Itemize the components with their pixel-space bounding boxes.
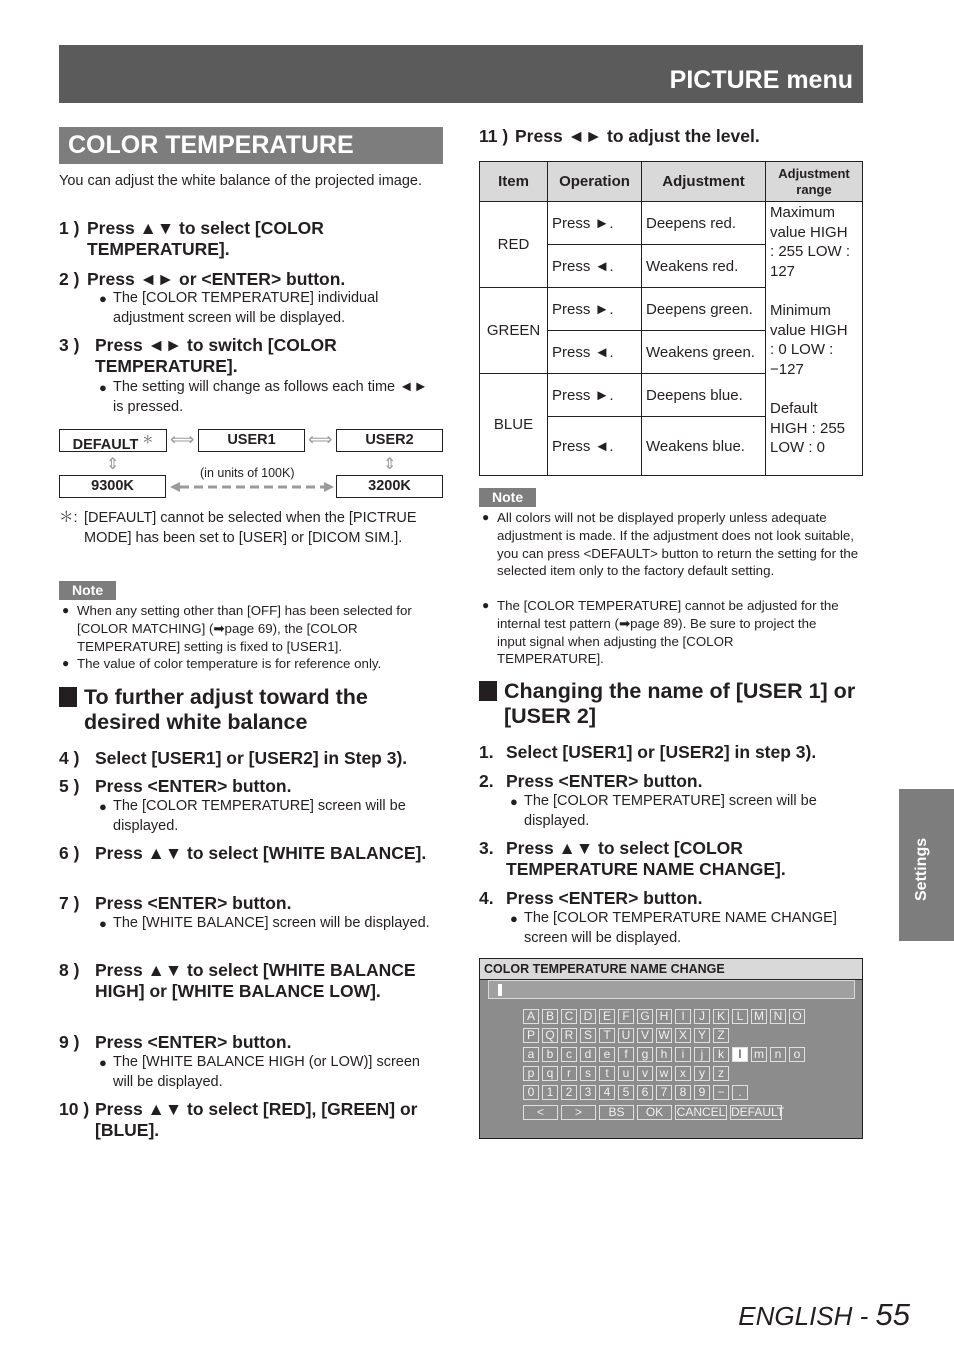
table-header-row: Item Operation Adjustment Adjustment range [480,162,863,202]
key-q[interactable]: q [542,1066,558,1081]
key-F[interactable]: F [618,1009,634,1024]
keyboard-row [523,1047,805,1063]
bullet-icon: ● [482,598,490,612]
key-W[interactable]: W [656,1028,672,1043]
step-8: 8 ) Press ▲▼ to select [WHITE BALANCE HIGH] or [WHITE BALANCE LOW]. [59,960,416,1001]
key-d[interactable]: d [580,1047,596,1062]
key-i[interactable]: i [675,1047,691,1062]
key-I[interactable]: I [675,1009,691,1024]
bullet-icon: ● [510,911,518,926]
keyboard-row [523,1066,729,1082]
step-2-bullet: ● The [COLOR TEMPERATURE] individual adjustment screen will be displayed. [99,290,379,326]
default-button[interactable]: DEFAULT [731,1105,785,1119]
cancel-button[interactable]: CANCEL [676,1105,726,1119]
bullet-icon: ● [62,656,70,670]
key-3[interactable]: 3 [580,1085,596,1100]
rename-step-4: 4. Press <ENTER> button. [479,888,703,908]
note-bullet: ● The [COLOR TEMPERATURE] cannot be adjusted for the internal test pattern (➡page 89). Be sure to project the input signal when adjusting the [COLOR TEMPERATURE]. [482,598,839,667]
key-O[interactable]: O [789,1009,805,1024]
note-bullet: ● When any setting other than [OFF] has been selected for [COLOR MATCHING] (➡page 69), the [COLOR TEMPERATURE] setting is fixed to [USER1]. [62,603,412,654]
intro-text: You can adjust the white balance of the projected image. [59,173,423,189]
keyboard-row [523,1085,748,1101]
header-banner [59,45,863,103]
step-3: 3 ) Press ◄► to switch [COLOR TEMPERATURE]. [59,335,337,376]
key-z[interactable]: z [713,1066,729,1081]
key-6[interactable]: 6 [637,1085,653,1100]
table-row: Press ◄. Weakens red. [480,245,863,288]
key-o[interactable]: o [789,1047,805,1062]
key-2[interactable]: 2 [561,1085,577,1100]
key-−[interactable]: − [713,1085,729,1100]
step-4: 4 ) Select [USER1] or [USER2] in Step 3). [59,748,408,768]
square-marker-icon [479,681,497,701]
key-j[interactable]: j [694,1047,710,1062]
key-b[interactable]: b [542,1047,558,1062]
ok-button[interactable]: OK [637,1105,672,1120]
keyboard-row [523,1028,729,1044]
key-.[interactable]: . [732,1085,748,1100]
key-m[interactable]: m [751,1047,767,1062]
range-cell: Maximum value HIGH : 255 LOW : 127 Minimum value HIGH : 0 LOW : −127 Default HIGH : 255 LOW : 0 [766,202,863,476]
rename-step-2-bullet: ● The [COLOR TEMPERATURE] screen will be displayed. [510,793,817,829]
step-6: 6 ) Press ▲▼ to select [WHITE BALANCE]. [59,843,427,863]
key-X[interactable]: X [675,1028,691,1043]
key-D[interactable]: D [580,1009,596,1024]
bullet-icon: ● [99,1055,107,1070]
step-9-bullet: ● The [WHITE BALANCE HIGH (or LOW)] screen will be displayed. [99,1054,420,1090]
key-K[interactable]: K [713,1009,729,1024]
key-1[interactable]: 1 [542,1085,558,1100]
key-J[interactable]: J [694,1009,710,1024]
key-G[interactable]: G [637,1009,653,1024]
key-T[interactable]: T [599,1028,615,1043]
keyboard-row [523,1009,805,1025]
dashed-arrow-icon [170,480,334,494]
key-c[interactable]: c [561,1047,577,1062]
step-2: 2 ) Press ◄► or <ENTER> button. [59,269,346,289]
step-5-bullet: ● The [COLOR TEMPERATURE] screen will be displayed. [99,798,406,834]
key-L[interactable]: L [732,1009,748,1024]
key-Q[interactable]: Q [542,1028,558,1043]
key-g[interactable]: g [637,1047,653,1062]
vertical-arrow-icon: ⇕ [383,456,397,473]
default-box: DEFAULT ＊ [59,429,167,452]
double-arrow-icon: ⟺ [308,430,333,449]
key-Y[interactable]: Y [694,1028,710,1043]
key-e[interactable]: e [599,1047,615,1062]
note-label: Note [479,488,536,507]
step-3-bullet: ● The setting will change as follows each time ◄► is pressed. [99,379,428,415]
double-arrow-icon: ⟺ [170,430,195,449]
screen-title: COLOR TEMPERATURE NAME CHANGE [480,959,862,980]
key-p[interactable]: p [523,1066,539,1081]
key-k[interactable]: k [713,1047,729,1062]
keyboard-button-row [523,1105,785,1121]
backspace-button[interactable]: BS [599,1105,634,1120]
key-Z[interactable]: Z [713,1028,729,1043]
key-0[interactable]: 0 [523,1085,539,1100]
bullet-icon: ● [510,794,518,809]
bullet-icon: ● [99,291,107,306]
key-C[interactable]: C [561,1009,577,1024]
step-7-bullet: ● The [WHITE BALANCE] screen will be displayed. [113,914,443,934]
cursor-left-button[interactable]: < [523,1105,558,1120]
key-a[interactable]: a [523,1047,539,1062]
step-10: 10 ) Press ▲▼ to select [RED], [GREEN] or [BLUE]. [59,1099,418,1140]
key-S[interactable]: S [580,1028,596,1043]
key-E[interactable]: E [599,1009,615,1024]
key-V[interactable]: V [637,1028,653,1043]
bullet-icon: ● [62,603,70,617]
key-H[interactable]: H [656,1009,672,1024]
key-t[interactable]: t [599,1066,615,1081]
key-5[interactable]: 5 [618,1085,634,1100]
side-tab-label: Settings [913,837,930,901]
menu-title: PICTURE menu [669,66,853,94]
key-r[interactable]: r [561,1066,577,1081]
key-8[interactable]: 8 [675,1085,691,1100]
key-l[interactable]: l [732,1047,748,1062]
step-5: 5 ) Press <ENTER> button. [59,776,292,796]
key-N[interactable]: N [770,1009,786,1024]
note-bullet: ● The value of color temperature is for reference only. [62,656,382,671]
adjustment-table [479,161,863,476]
step-7: 7 ) Press <ENTER> button. [59,893,292,913]
step-11: 11 ) Press ◄► to adjust the level. [479,126,760,146]
user2-box: USER2 [336,429,443,452]
key-s[interactable]: s [580,1066,596,1081]
page-number: 55 [875,1297,910,1332]
key-9[interactable]: 9 [694,1085,710,1100]
step-9: 9 ) Press <ENTER> button. [59,1032,292,1052]
key-B[interactable]: B [542,1009,558,1024]
key-x[interactable]: x [675,1066,691,1081]
user1-box: USER1 [198,429,305,452]
page-footer: ENGLISH - 55 [738,1297,910,1332]
key-w[interactable]: w [656,1066,672,1081]
footnote-text: [DEFAULT] cannot be selected when the [PICTRUE MODE] has been set to [USER] or [DICOM SIM.]. [84,510,417,546]
rename-step-4-bullet: ● The [COLOR TEMPERATURE NAME CHANGE] screen will be displayed. [510,910,837,946]
key-U[interactable]: U [618,1028,634,1043]
text-cursor [498,984,502,996]
key-v[interactable]: v [637,1066,653,1081]
section-title: COLOR TEMPERATURE [59,127,443,164]
step-1: 1 ) Press ▲▼ to select [COLOR TEMPERATURE]. [59,218,324,259]
key-M[interactable]: M [751,1009,767,1024]
square-marker-icon [59,687,77,707]
key-7[interactable]: 7 [656,1085,672,1100]
key-4[interactable]: 4 [599,1085,615,1100]
table-row: BLUE Press ►. Deepens blue. [480,374,863,417]
table-row: Press ◄. Weakens blue. [480,417,863,476]
key-n[interactable]: n [770,1047,786,1062]
key-A[interactable]: A [523,1009,539,1024]
9300k-box: 9300K [59,475,166,498]
key-u[interactable]: u [618,1066,634,1081]
key-R[interactable]: R [561,1028,577,1043]
rename-step-2: 2. Press <ENTER> button. [479,771,703,791]
name-input[interactable] [488,980,855,999]
bullet-icon: ● [99,916,107,931]
key-y[interactable]: y [694,1066,710,1081]
name-change-screen [479,958,863,1139]
bullet-icon: ● [482,510,490,524]
key-P[interactable]: P [523,1028,539,1043]
rename-step-3: 3. Press ▲▼ to select [COLOR TEMPERATURE NAME CHANGE]. [479,838,786,879]
cursor-right-button[interactable]: > [561,1105,596,1120]
units-label: (in units of 100K) [200,466,295,480]
note-bullet: ● All colors will not be displayed properly unless adequate adjustment is made. If the adjustment does not look suitable, you can press <DEFAULT> button to return the setting for the selected item only to the factory default setting. [482,510,859,579]
side-tab [899,789,954,941]
subsection-heading: To further adjust toward the desired white balance [59,685,443,735]
key-h[interactable]: h [656,1047,672,1062]
rename-step-1: 1. Select [USER1] or [USER2] in step 3). [479,742,817,762]
note-label: Note [59,581,116,600]
footnote-mark: ＊: [59,510,78,526]
key-f[interactable]: f [618,1047,634,1062]
vertical-arrow-icon: ⇕ [106,456,120,473]
bullet-icon: ● [99,799,107,814]
3200k-box: 3200K [336,475,443,498]
bullet-icon: ● [99,380,107,395]
table-row: GREEN Press ►. Deepens green. [480,288,863,331]
table-row: Press ◄. Weakens green. [480,331,863,374]
table-row: RED Press ►. Deepens red. Maximum value HIGH : 255 LOW : 127 Minimum value HIGH : 0 LOW : −127 Default HIGH : 255 LOW : 0 [480,202,863,245]
subsection-heading: Changing the name of [USER 1] or [USER 2] [479,679,863,729]
